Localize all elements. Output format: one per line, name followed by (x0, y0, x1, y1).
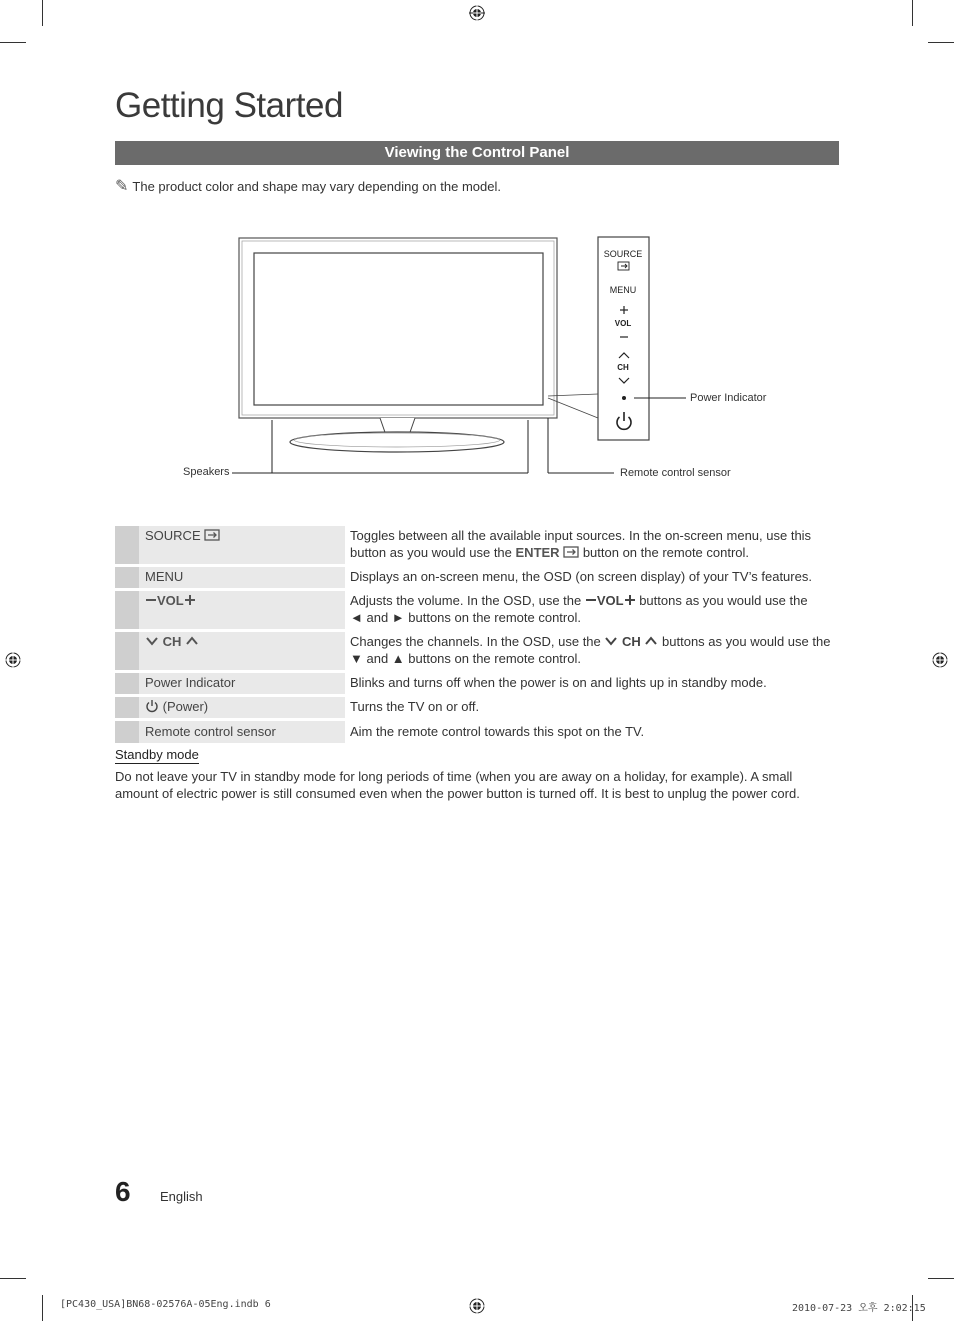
control-name: MENU (139, 567, 345, 588)
table-row (115, 632, 839, 670)
tv-diagram (0, 0, 954, 520)
speakers-label: Speakers (183, 466, 230, 478)
footer-date: 2010-07-23 오후 2:02:15 (792, 1303, 926, 1314)
registration-mark-icon (469, 1298, 485, 1314)
table-row (115, 567, 839, 588)
panel-menu-label: MENU (609, 285, 637, 295)
chevron-down-icon (145, 635, 159, 647)
control-description: Toggles between all the available input sources. In the on-screen menu, use this button as you would use the ENTER button on the remote control. (350, 528, 812, 560)
control-name: SOURCE (139, 526, 345, 564)
standby-text: Do not leave your TV in standby mode for long periods of time (when you are away on a holiday, for example). A small amount of electric power is still consumed even when the power button is turned off. It is best to unplug the power cord. (115, 769, 800, 801)
control-description: Displays an on-screen menu, the OSD (on screen display) of your TV’s features. (350, 569, 812, 584)
note-text: The product color and shape may vary depending on the model. (132, 179, 501, 194)
minus-icon (145, 594, 157, 606)
control-description: Aim the remote control towards this spot on the TV. (350, 724, 645, 739)
control-description: Changes the channels. In the OSD, use the CH buttons as you would use the ▼ and ▲ buttons on the remote control. (350, 634, 831, 666)
panel-source-label: SOURCE (603, 249, 643, 259)
table-row (115, 721, 839, 743)
crop-mark (928, 1278, 954, 1279)
crop-mark (42, 1295, 43, 1321)
registration-mark-icon (5, 652, 21, 668)
control-description: Turns the TV on or off. (350, 699, 480, 714)
table-row (115, 673, 839, 694)
page-title: Getting Started (115, 86, 343, 125)
enter-icon (563, 546, 579, 558)
power-indicator-label: Power Indicator (690, 392, 767, 404)
section-title: Viewing the Control Panel (115, 141, 839, 165)
registration-mark-icon (932, 652, 948, 668)
pencil-note-icon: ✎ (115, 178, 129, 195)
enter-icon (204, 529, 220, 541)
chevron-up-icon (185, 635, 199, 647)
controls-table (115, 523, 839, 746)
remote-sensor-label: Remote control sensor (620, 467, 731, 479)
control-description: Blinks and turns off when the power is on and lights up in standby mode. (350, 675, 767, 690)
table-row (115, 526, 839, 564)
control-description: Adjusts the volume. In the OSD, use the VOL buttons as you would use the ◄ and ► buttons on the remote control. (350, 593, 808, 625)
page-number: 6 (115, 1176, 131, 1207)
page-language: English (160, 1189, 203, 1204)
table-row (115, 591, 839, 629)
plus-icon (624, 594, 636, 606)
chevron-down-icon (604, 635, 618, 647)
standby-heading: Standby mode (115, 747, 199, 762)
control-name: Power Indicator (139, 673, 345, 694)
panel-ch-label: CH (617, 363, 629, 372)
panel-vol-label: VOL (614, 319, 632, 328)
plus-icon (184, 594, 196, 606)
power-icon (145, 699, 159, 713)
control-name: (Power) (139, 697, 345, 718)
control-name: VOL (139, 591, 345, 629)
control-name: Remote control sensor (139, 721, 345, 743)
minus-icon (585, 594, 597, 606)
footer-file: [PC430_USA]BN68-02576A-05Eng.indb 6 (60, 1299, 271, 1310)
chevron-up-icon (644, 635, 658, 647)
table-row (115, 697, 839, 718)
control-name: CH (139, 632, 345, 670)
crop-mark (0, 1278, 26, 1279)
